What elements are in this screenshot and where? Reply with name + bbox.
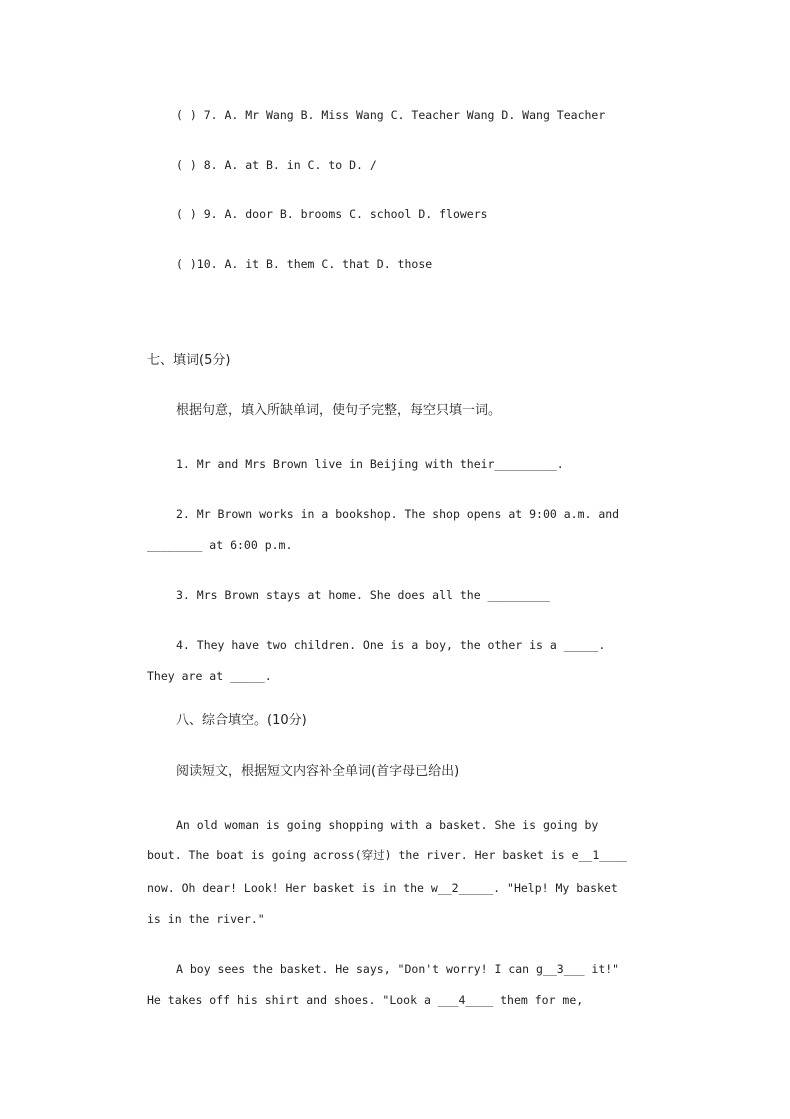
section-8-heading: 八、综合填空。(10分) xyxy=(176,713,307,728)
passage-line-4: is in the river." xyxy=(147,912,265,926)
fill-item-2: 2. Mr Brown works in a bookshop. The shop opens at 9:00 a.m. and xyxy=(176,507,620,521)
question-8: ( ) 8. A. at B. in C. to D. / xyxy=(176,158,377,172)
fill-item-4-continued: They are at _____. xyxy=(147,669,272,683)
section-7-heading: 七、填词(5分) xyxy=(147,353,231,368)
passage-line-3: now. Oh dear! Look! Her basket is in the w__2_____. "Help! My basket xyxy=(147,881,618,895)
question-9: ( ) 9. A. door B. brooms C. school D. flowers xyxy=(176,207,488,221)
question-10: ( )10. A. it B. them C. that D. those xyxy=(176,257,433,271)
fill-item-1: 1. Mr and Mrs Brown live in Beijing with their_________. xyxy=(176,457,564,471)
passage-line-1: An old woman is going shopping with a basket. She is going by xyxy=(176,818,599,832)
fill-item-3: 3. Mrs Brown stays at home. She does all the _________ xyxy=(176,588,550,602)
passage-line-2: bout. The boat is going across(穿过) the river. Her basket is e__1____ xyxy=(147,848,627,862)
question-7: ( ) 7. A. Mr Wang B. Miss Wang C. Teacher Wang D. Wang Teacher xyxy=(176,108,606,122)
fill-item-4: 4. They have two children. One is a boy, the other is a _____. xyxy=(176,638,606,652)
passage-line-5: A boy sees the basket. He says, "Don't worry! I can g__3___ it!" xyxy=(176,962,620,976)
fill-item-2-continued: ________ at 6:00 p.m. xyxy=(147,538,293,552)
passage-line-6: He takes off his shirt and shoes. "Look a ___4____ them for me, xyxy=(147,993,584,1007)
section-8-instruction: 阅读短文，根据短文内容补全单词(首字母已给出) xyxy=(176,764,460,779)
section-7-instruction: 根据句意，填入所缺单词，使句子完整，每空只填一词。 xyxy=(176,403,502,418)
